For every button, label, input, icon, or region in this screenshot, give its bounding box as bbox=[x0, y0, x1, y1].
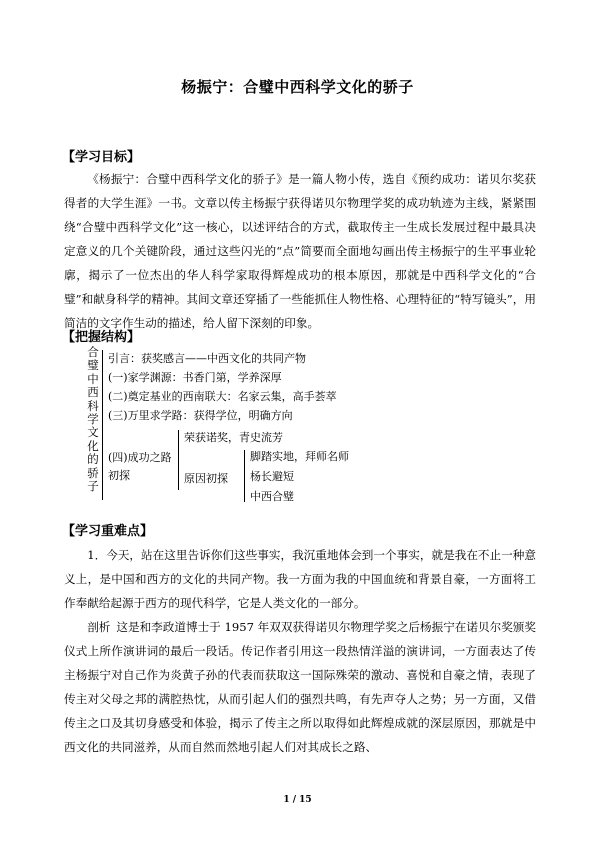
diagram-vertical-title: 合璧中西科学文化的骄子 bbox=[87, 345, 99, 494]
diagram-part4-brace bbox=[178, 430, 179, 490]
key-points-block bbox=[64, 543, 536, 759]
diagram-part4: (四)成功之路初探 bbox=[108, 451, 172, 482]
section-heading-key-points: 【学习重难点】 bbox=[62, 524, 154, 539]
objectives-paragraph bbox=[64, 167, 536, 335]
diagram-intro: 引言：获奖感言——中西文化的共同产物 bbox=[108, 352, 306, 365]
page-title: 杨振宁：合璧中西科学文化的骄子 bbox=[181, 78, 414, 96]
section-heading-objectives: 【学习目标】 bbox=[62, 150, 141, 165]
key-point-item-1: 1．今天，站在这里告诉你们这些事实，我沉重地体会到一个事实，就是我在不止一种意义上，是中国和西方的文化的共同产物。我一方面为我的中国血统和背景自豪，一方面将工作奉献给起源于西方的现代科学，它是人类文化的一部分。 bbox=[64, 548, 536, 610]
analysis-label: 剖析 bbox=[87, 620, 111, 634]
key-point-analysis bbox=[64, 615, 536, 759]
diagram-reasons-brace bbox=[244, 450, 245, 502]
diagram-reason2: 杨长避短 bbox=[250, 470, 294, 483]
section-heading-structure: 【把握结构】 bbox=[62, 330, 141, 345]
page-number: 1 / 15 bbox=[283, 795, 312, 805]
diagram-part3: (三)万里求学路：获得学位，明确方向 bbox=[108, 409, 293, 422]
structure-diagram bbox=[84, 346, 404, 508]
diagram-branch-a: 荣获诺奖，青史流芳 bbox=[184, 431, 283, 444]
analysis-text: 这是和李政道博士于 1957 年双双获得诺贝尔物理学奖之后杨振宁在诺贝尔奖颁奖仪式上所作演讲词的最后一段话。传记作者引用这一段热情洋溢的演讲词，一方面表达了传主杨振宁对自己作为炎黄子孙的代表而获取这一国际殊荣的激动、喜悦和自豪之情，表现了传主对父母之邦的满腔热忱，从而引起人们的强烈共鸣，有先声夺人之势；另一方面，又借传主之口及其切身感受和体验，揭示了传主之所以取得如此辉煌成就的深层原因，那就是中西文化的共同滋养，从而自然而然地引起人们对其成长之路、 bbox=[64, 620, 536, 754]
diagram-part1: (一)家学渊源：书香门第，学养深厚 bbox=[108, 371, 282, 384]
diagram-main-brace bbox=[102, 350, 103, 500]
diagram-branch-b: 原因初探 bbox=[184, 472, 228, 485]
diagram-part2: (二)奠定基业的西南联大：名家云集，高手荟萃 bbox=[108, 390, 337, 403]
diagram-reason1: 脚踏实地，拜师名师 bbox=[250, 450, 349, 463]
diagram-reason3: 中西合璧 bbox=[250, 490, 294, 503]
objectives-text: 《杨振宁：合璧中西科学文化的骄子》是一篇人物小传，选自《预约成功：诺贝尔奖获得者的大学生涯》一书。文章以传主杨振宁获得诺贝尔物理学奖的成功轨迹为主线，紧紧围绕“合璧中西科学文化”这一核心，以述评结合的方式，截取传主一生成长发展过程中最具决定意义的几个关键阶段，通过这些闪光的“点”简要而全面地勾画出传主杨振宁的生平事业轮廓，揭示了一位杰出的华人科学家取得辉煌成功的根本原因，那就是中西科学文化的“合璧”和献身科学的精神。其间文章还穿插了一些能抓住人物性格、心理特征的“特写镜头”，用简洁的文字作生动的描述，给人留下深刻的印象。 bbox=[64, 172, 536, 330]
